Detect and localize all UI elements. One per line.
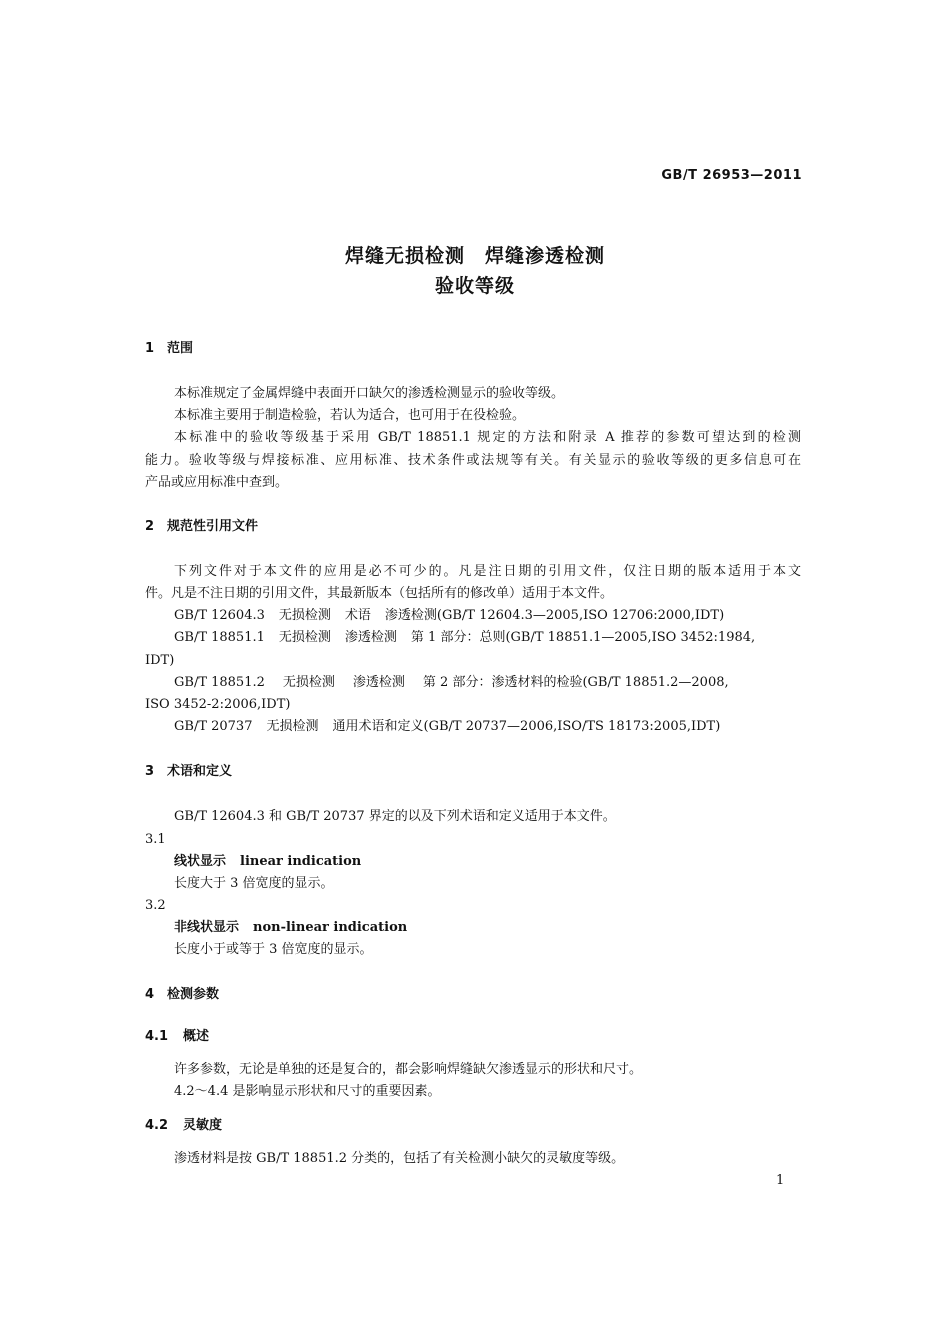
reference-continued: IDT) — [145, 653, 175, 668]
section-title: 术语和定义 — [167, 764, 233, 779]
paragraph-continued: 产品或应用标准中查到。 — [145, 475, 289, 490]
term-english: non-linear indication — [253, 920, 408, 935]
section-4-heading — [145, 986, 219, 1004]
subsection-number: 4.1 — [145, 1029, 169, 1044]
section-number: 1 — [145, 341, 155, 356]
reference-item — [174, 607, 724, 625]
reference-title: 无损检测 — [278, 608, 331, 623]
paragraph: 本标准中的验收等级基于采用 GB/T 18851.1 规定的方法和附录 A 推荐的参数可望达到的检测 — [174, 430, 801, 445]
paragraph-continued: 件。凡是不注日期的引用文件，其最新版本（包括所有的修改单）适用于本文件。 — [145, 586, 614, 601]
reference-title: 渗透检测 — [352, 675, 405, 690]
section-title: 规范性引用文件 — [167, 519, 259, 534]
paragraph: 本标准规定了金属焊缝中表面开口缺欠的渗透检测显示的验收等级。 — [174, 386, 565, 401]
reference-code: GB/T 18851.1 — [174, 630, 265, 645]
term-chinese: 线状显示 — [174, 854, 227, 869]
paragraph: 渗透材料是按 GB/T 18851.2 分类的，包括了有关检测小缺欠的灵敏度等级。 — [174, 1151, 625, 1166]
reference-continued: ISO 3452-2:2006,IDT) — [145, 697, 291, 712]
reference-code: GB/T 12604.3 — [174, 608, 265, 623]
term-number: 3.2 — [145, 898, 166, 913]
term-definition: 长度小于或等于 3 倍宽度的显示。 — [174, 942, 373, 957]
reference-code: GB/T 20737 — [174, 719, 253, 734]
reference-title: 通用术语和定义(GB/T 20737—2006,ISO/TS 18173:2005,IDT) — [332, 719, 721, 734]
term-english: linear indication — [240, 854, 362, 869]
paragraph: 4.2～4.4 是影响显示形状和尺寸的重要因素。 — [174, 1084, 441, 1099]
section-number: 3 — [145, 764, 155, 779]
section-title: 检测参数 — [167, 987, 220, 1002]
paragraph: 本标准主要用于制造检验，若认为适合，也可用于在役检验。 — [174, 408, 526, 423]
paragraph-continued: 能力。验收等级与焊接标准、应用标准、技术条件或法规等有关。有关显示的验收等级的更多信息可在 — [145, 453, 801, 468]
term-number: 3.1 — [145, 832, 166, 847]
reference-title: 无损检测 — [266, 719, 319, 734]
section-title: 范围 — [167, 341, 194, 356]
reference-title: 无损检测 — [282, 675, 335, 690]
page-number: 1 — [776, 1173, 785, 1188]
reference-title: 第 1 部分：总则(GB/T 18851.1—2005,ISO 3452:1984, — [410, 630, 756, 645]
subsection-number: 4.2 — [145, 1118, 169, 1133]
section-2-heading — [145, 518, 258, 536]
section-number: 4 — [145, 987, 155, 1002]
standard-code: GB/T 26953—2011 — [661, 168, 802, 183]
reference-item — [174, 629, 755, 647]
reference-title: 无损检测 — [278, 630, 331, 645]
document-title: 焊缝无损检测 焊缝渗透检测 — [344, 245, 605, 267]
subsection-title: 灵敏度 — [183, 1118, 223, 1133]
term-entry — [174, 919, 407, 937]
subsection-title: 概述 — [183, 1029, 210, 1044]
reference-title: 渗透检测(GB/T 12604.3—2005,ISO 12706:2000,IDT) — [384, 608, 725, 623]
reference-title: 第 2 部分：渗透材料的检验(GB/T 18851.2—2008, — [422, 675, 729, 690]
subsection-4-1-heading — [145, 1028, 209, 1046]
reference-item — [174, 718, 720, 736]
term-chinese: 非线状显示 — [174, 920, 240, 935]
reference-title: 渗透检测 — [344, 630, 397, 645]
section-3-heading — [145, 763, 232, 781]
term-definition: 长度大于 3 倍宽度的显示。 — [174, 876, 334, 891]
reference-title: 术语 — [344, 608, 371, 623]
reference-item — [174, 674, 729, 692]
document-subtitle: 验收等级 — [434, 275, 515, 297]
paragraph: 下列文件对于本文件的应用是必不可少的。凡是注日期的引用文件，仅注日期的版本适用于本文 — [174, 564, 801, 579]
section-1-heading — [145, 340, 193, 358]
reference-code: GB/T 18851.2 — [174, 675, 265, 690]
paragraph: GB/T 12604.3 和 GB/T 20737 界定的以及下列术语和定义适用于本文件。 — [174, 809, 616, 824]
term-entry — [174, 853, 361, 871]
paragraph: 许多参数，无论是单独的还是复合的，都会影响焊缝缺欠渗透显示的形状和尺寸。 — [174, 1062, 643, 1077]
section-number: 2 — [145, 519, 155, 534]
subsection-4-2-heading — [145, 1117, 222, 1135]
